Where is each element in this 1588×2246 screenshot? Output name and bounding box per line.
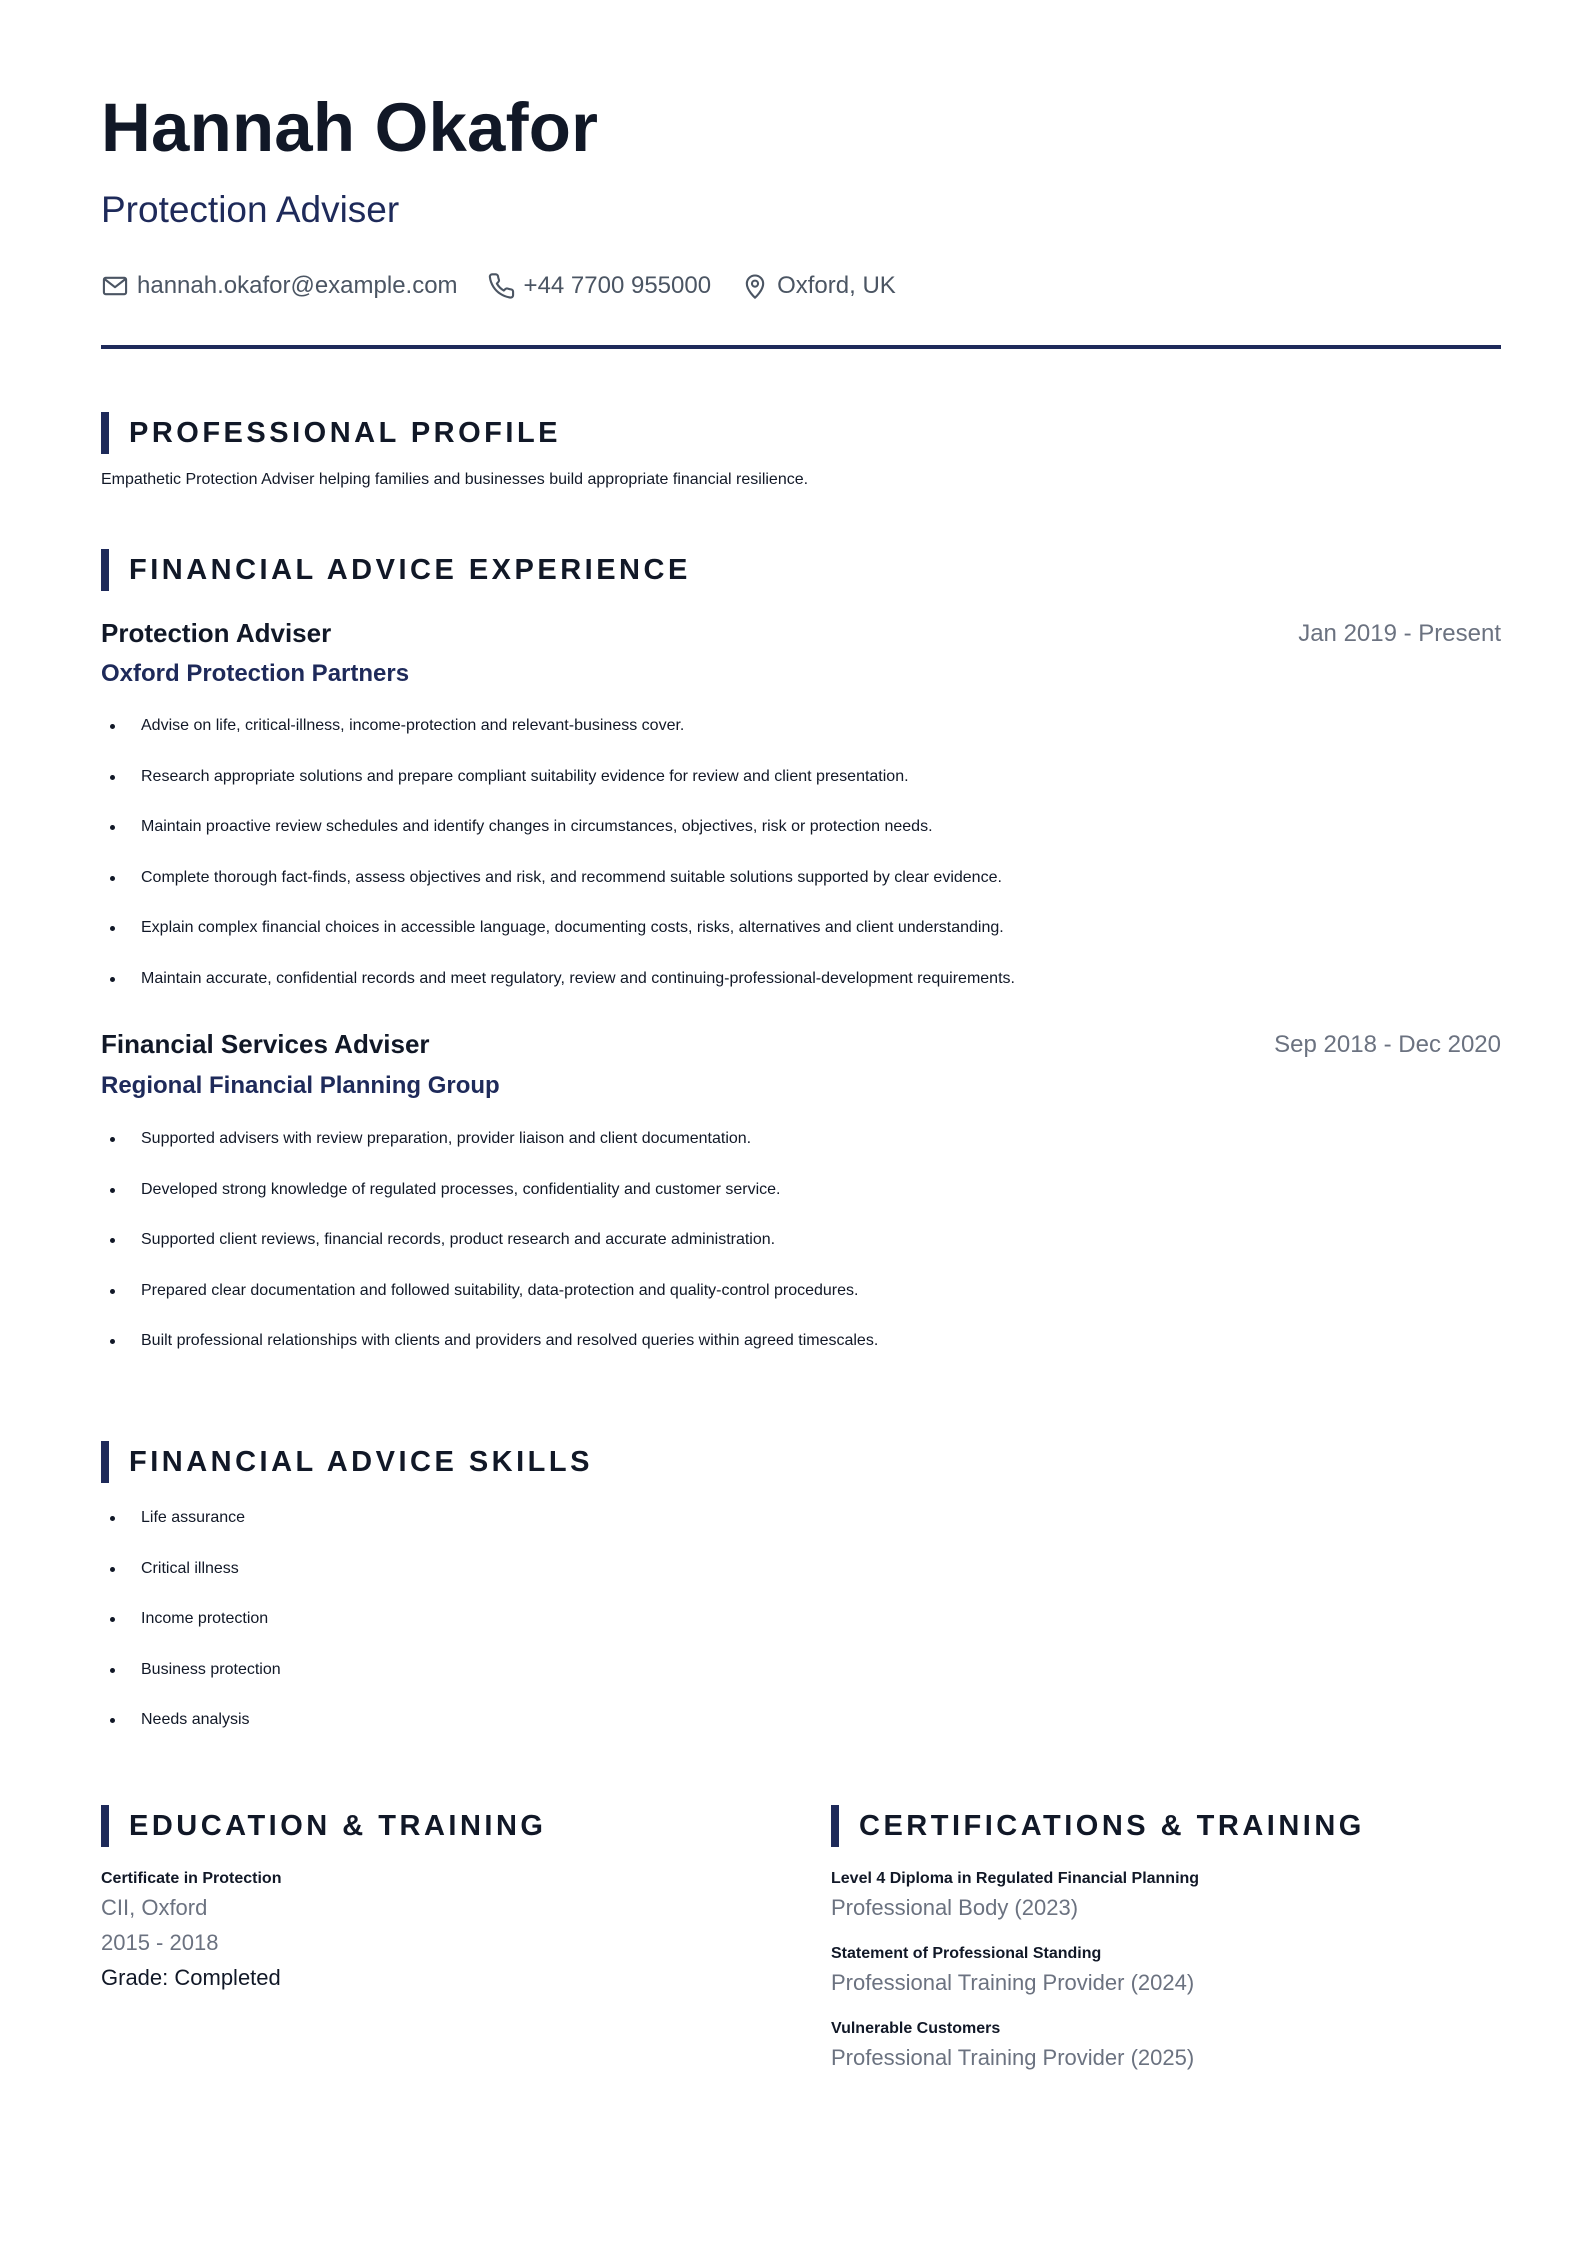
list-item: Needs analysis — [101, 1710, 281, 1761]
list-item: Advise on life, critical-illness, income-protection and relevant-business cover. — [101, 716, 1015, 767]
certification-issuer: Professional Body (2023) — [831, 1895, 1079, 1920]
list-item: Supported client reviews, financial records, product research and accurate administration. — [101, 1230, 878, 1281]
list-item: Income protection — [101, 1609, 281, 1660]
list-item: Prepared clear documentation and followed suitability, data-protection and quality-control procedures. — [101, 1281, 878, 1332]
section-accent-bar — [101, 1805, 109, 1847]
section-heading-skills — [101, 1440, 593, 1484]
section-accent-bar — [101, 1441, 109, 1483]
email-text: hannah.okafor@example.com — [137, 272, 458, 299]
candidate-title: Protection Adviser — [101, 189, 400, 230]
section-title: FINANCIAL ADVICE EXPERIENCE — [129, 553, 691, 586]
certification-title: Vulnerable Customers — [831, 2020, 1001, 2037]
section-title: EDUCATION & TRAINING — [129, 1809, 547, 1842]
certification-issuer: Professional Training Provider (2025) — [831, 2045, 1195, 2070]
section-title: FINANCIAL ADVICE SKILLS — [129, 1445, 593, 1478]
header-divider — [101, 345, 1501, 349]
education-title: Certificate in Protection — [101, 1870, 282, 1887]
list-item: Maintain accurate, confidential records and meet regulatory, review and continuing-professional-development requirements. — [101, 969, 1015, 1020]
phone-icon — [488, 272, 516, 300]
certification-title: Level 4 Diploma in Regulated Financial Planning — [831, 1870, 1200, 1887]
location-text: Oxford, UK — [777, 272, 896, 299]
job-bullets — [101, 1129, 878, 1382]
list-item: Critical illness — [101, 1559, 281, 1610]
section-accent-bar — [101, 412, 109, 454]
map-pin-icon — [741, 272, 769, 300]
section-title: PROFESSIONAL PROFILE — [129, 416, 562, 449]
skills-list — [101, 1508, 281, 1761]
candidate-name: Hannah Okafor — [101, 89, 599, 166]
job-dates: Sep 2018 - Dec 2020 — [1274, 1031, 1501, 1058]
section-accent-bar — [831, 1805, 839, 1847]
job-company: Oxford Protection Partners — [101, 660, 410, 687]
job-title: Financial Services Adviser — [101, 1029, 430, 1059]
contact-location — [741, 272, 896, 300]
list-item: Built professional relationships with clients and providers and resolved queries within agreed timescales. — [101, 1331, 878, 1382]
list-item: Developed strong knowledge of regulated processes, confidentiality and customer service. — [101, 1180, 878, 1231]
list-item: Research appropriate solutions and prepare compliant suitability evidence for review and client presentation. — [101, 767, 1015, 818]
contact-row — [101, 272, 926, 300]
list-item: Supported advisers with review preparation, provider liaison and client documentation. — [101, 1129, 878, 1180]
job-title: Protection Adviser — [101, 618, 332, 648]
section-heading-profile — [101, 411, 561, 455]
list-item: Life assurance — [101, 1508, 281, 1559]
section-heading-experience — [101, 548, 691, 592]
list-item: Explain complex financial choices in accessible language, documenting costs, risks, alternatives and client understanding. — [101, 918, 1015, 969]
education-years: 2015 - 2018 — [101, 1930, 219, 1955]
section-title: CERTIFICATIONS & TRAINING — [859, 1809, 1365, 1842]
section-heading-education — [101, 1804, 546, 1848]
section-heading-certifications — [831, 1804, 1365, 1848]
education-institution: CII, Oxford — [101, 1895, 208, 1920]
profile-summary: Empathetic Protection Adviser helping families and businesses build appropriate financial resilience. — [101, 471, 809, 488]
job-bullets — [101, 716, 1015, 1019]
mail-icon — [101, 272, 129, 300]
section-accent-bar — [101, 549, 109, 591]
list-item: Maintain proactive review schedules and identify changes in circumstances, objectives, risk or protection needs. — [101, 817, 1015, 868]
list-item: Business protection — [101, 1660, 281, 1711]
certification-issuer: Professional Training Provider (2024) — [831, 1970, 1195, 1995]
contact-email[interactable] — [101, 272, 458, 300]
education-grade: Grade: Completed — [101, 1965, 281, 1990]
list-item: Complete thorough fact-finds, assess objectives and risk, and recommend suitable solutions supported by clear evidence. — [101, 868, 1015, 919]
phone-text: +44 7700 955000 — [523, 272, 712, 299]
contact-phone[interactable] — [488, 272, 712, 300]
job-dates: Jan 2019 - Present — [1298, 620, 1501, 647]
certification-title: Statement of Professional Standing — [831, 1945, 1102, 1962]
job-company: Regional Financial Planning Group — [101, 1072, 500, 1099]
